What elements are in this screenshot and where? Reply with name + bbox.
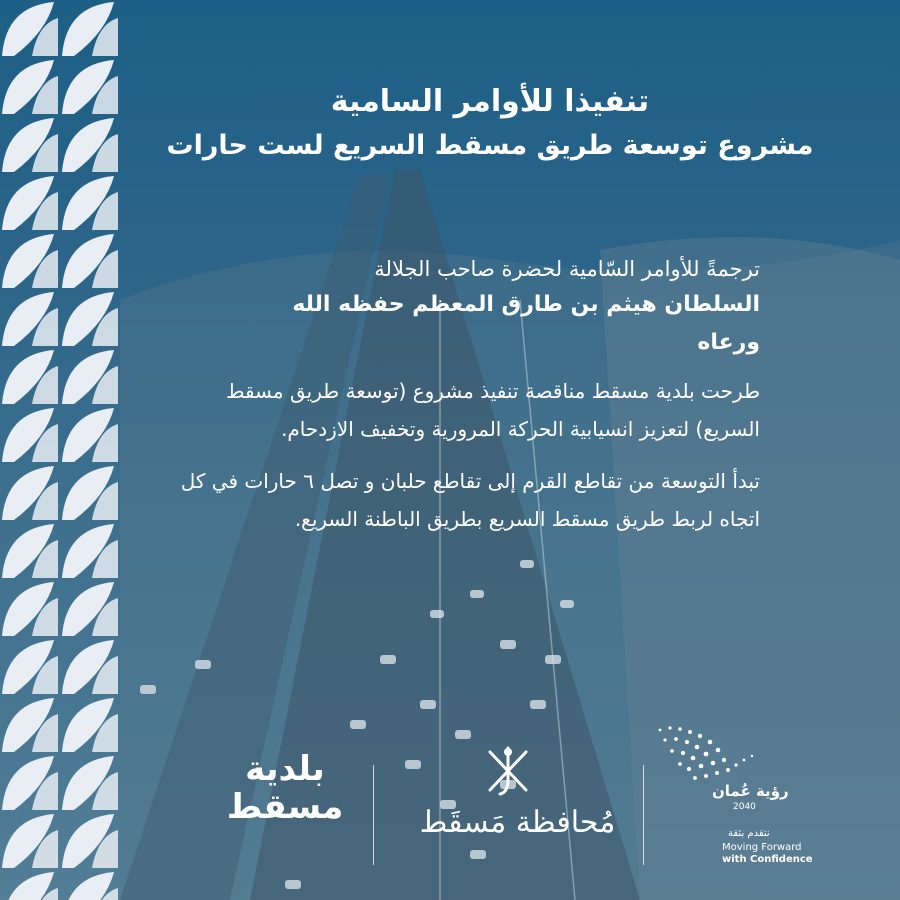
page-subtitle: مشروع توسعة طريق مسقط السريع لست حارات <box>166 130 814 161</box>
expansion-paragraph: تبدأ التوسعة من تقاطع القرم إلى تقاطع حلبان و تصل ٦ حارات في كل اتجاه لربط طريق مسقط السريع بطريق الباطنة السريع. <box>180 469 760 531</box>
slogan-english-line2: with Confidence <box>722 854 813 865</box>
announcement-body <box>180 252 760 552</box>
sultan-name-line1: السلطان هيثم بن طارق المعظم حفظه الله <box>292 292 760 317</box>
vision-2040-year: 2040 <box>733 802 756 812</box>
page-title: تنفيذا للأوامر السامية <box>330 84 650 119</box>
sultan-name <box>180 286 760 362</box>
intro-line: ترجمةً للأوامر السّامية لحضرة صاحب الجلالة <box>374 257 760 281</box>
logo-bar <box>0 720 900 900</box>
sultan-name-line2: ورعاه <box>697 330 760 355</box>
muscat-governorate-logo: مُحافظة مَسقَط <box>419 805 616 840</box>
slogan-english-line1: Moving Forward <box>722 842 802 853</box>
muscat-municipality-logo-line1: بلدية <box>245 749 325 789</box>
muscat-municipality-logo <box>215 750 355 826</box>
vision-2040-title: رؤية عُمان <box>712 782 789 800</box>
logo-divider-left <box>373 765 374 865</box>
muscat-municipality-logo-line2: مسقط <box>226 787 344 827</box>
oman-emblem-icon <box>478 740 538 800</box>
slogan-arabic: نتقدم بثقة <box>728 828 770 839</box>
tender-paragraph: طرحت بلدية مسقط مناقصة تنفيذ مشروع (توسعة طريق مسقط السريع) لتعزيز انسيابية الحركة المرورية وتخفيف الازدحام. <box>225 379 760 441</box>
headline <box>120 80 860 168</box>
